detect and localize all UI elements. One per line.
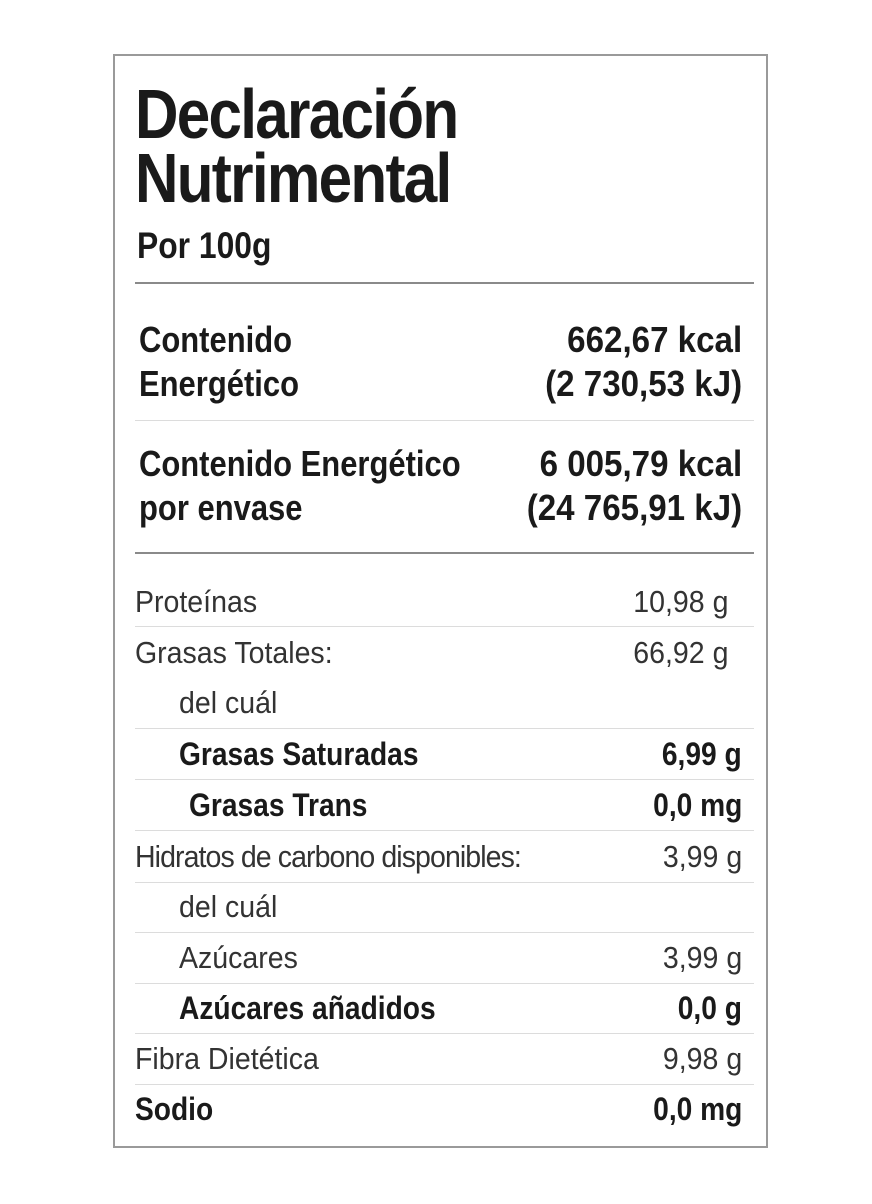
energy-package-kcal: 6 005,79 kcal [539, 443, 742, 484]
nutrient-amount: 0,0 mg [652, 1091, 742, 1127]
nutrient-name: Azúcares [179, 940, 298, 975]
nutrient-row-saturated-fat [135, 729, 742, 779]
label-title [135, 75, 458, 217]
nutrient-name: Sodio [135, 1091, 214, 1127]
nutrient-amount: 0,0 mg [652, 787, 742, 823]
energy-content [139, 318, 742, 406]
divider [135, 420, 754, 421]
nutrient-amount: 9,98 g [662, 1041, 742, 1076]
nutrient-row-sugars [135, 933, 742, 983]
energy-kj: (2 730,53 kJ) [544, 363, 742, 404]
energy-package-label: Contenido Energético por envase [139, 443, 461, 528]
nutrient-row-carbohydrates [135, 832, 742, 882]
nutrient-name: Fibra Dietética [135, 1041, 319, 1076]
nutrient-amount: 10,98 g [632, 584, 728, 619]
energy-package-kj: (24 765,91 kJ) [526, 487, 742, 528]
divider [135, 552, 754, 554]
nutrient-name: Azúcares añadidos [179, 990, 436, 1026]
nutrient-amount: 6,99 g [662, 736, 742, 772]
nutrient-amount: 3,99 g [662, 839, 742, 874]
title-line-2: Nutrimental [135, 139, 451, 217]
divider [135, 282, 754, 284]
nutrition-label [113, 54, 768, 1148]
portion-size: Por 100g [137, 225, 272, 266]
nutrient-row-fiber [135, 1034, 742, 1084]
nutrient-row-proteins [135, 577, 742, 627]
nutrient-amount: 0,0 g [677, 990, 742, 1026]
title-line-1: Declaración [135, 75, 458, 153]
nutrient-row-sodium [135, 1084, 742, 1134]
nutrient-amount: 3,99 g [662, 940, 742, 975]
nutrient-row-total-fat [135, 628, 742, 678]
nutrient-name: Grasas Trans [189, 787, 368, 823]
nutrient-name: Hidratos de carbono disponibles: [135, 839, 521, 874]
nutrient-name: del cuál [179, 889, 278, 924]
energy-value [545, 318, 742, 406]
nutrient-name: Grasas Totales: [135, 635, 333, 670]
nutrient-row-added-sugars [135, 983, 742, 1033]
nutrient-name: del cuál [179, 685, 278, 720]
energy-package-value [527, 442, 742, 530]
nutrient-name: Proteínas [135, 584, 258, 619]
nutrient-row-trans-fat [135, 780, 742, 830]
nutrient-row-of-which [135, 678, 742, 728]
nutrient-amount: 66,92 g [632, 635, 728, 670]
energy-kcal: 662,67 kcal [567, 319, 742, 360]
nutrient-row-of-which [135, 882, 742, 932]
energy-label: Contenido Energético [139, 319, 300, 404]
nutrient-name: Grasas Saturadas [179, 736, 419, 772]
energy-content-package [139, 442, 742, 530]
